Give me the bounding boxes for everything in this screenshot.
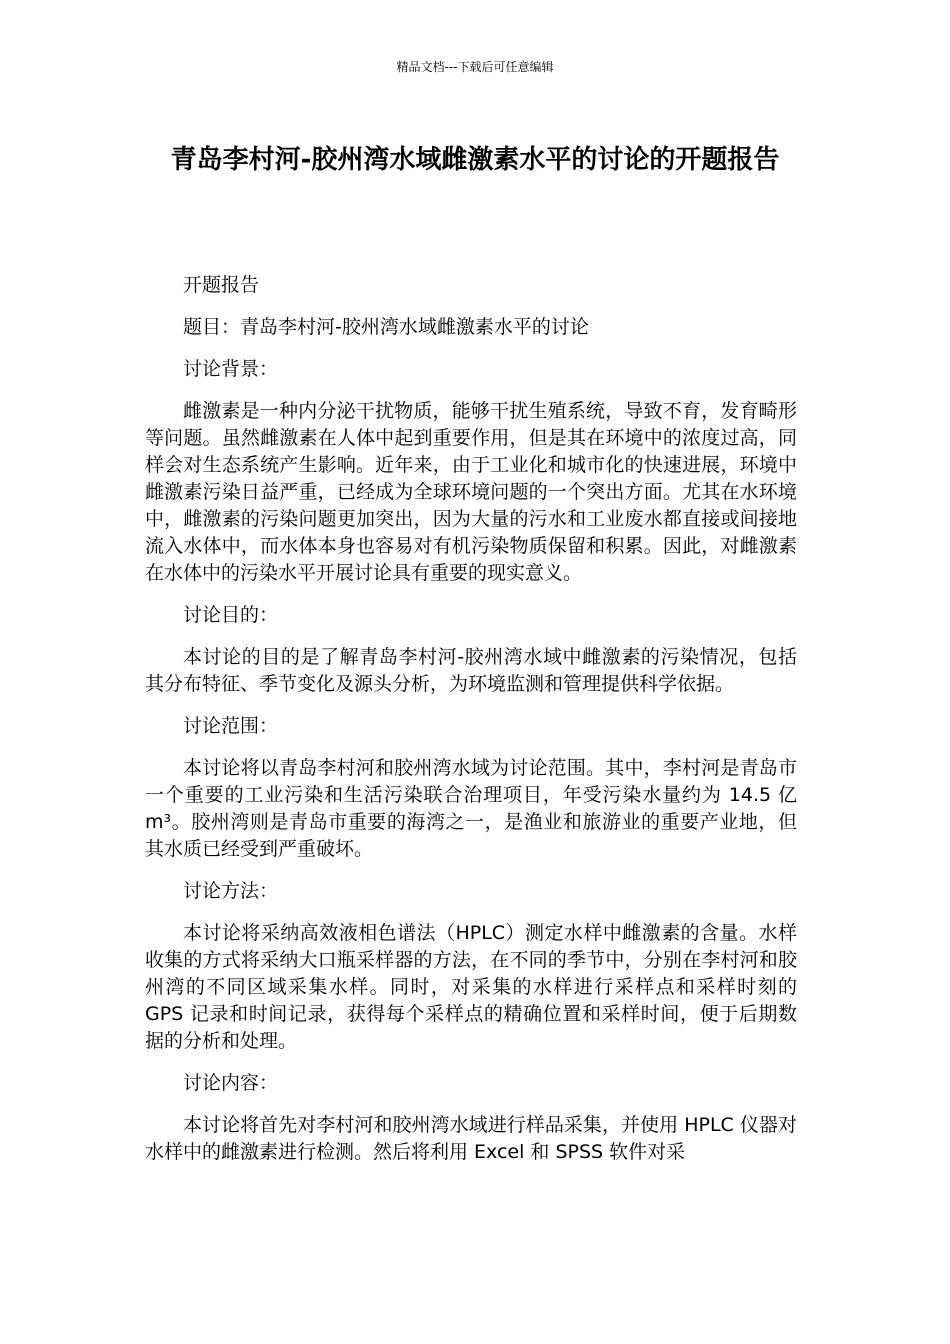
heading-method: 讨论方法： (183, 880, 279, 902)
heading-scope: 讨论范围： (183, 715, 279, 737)
document-body (145, 272, 797, 1181)
page-header: 精品文档---下载后可任意编辑 (396, 60, 554, 74)
paragraph-scope: 本讨论将以青岛李村河和胶州湾水域为讨论范围。其中，李村河是青岛市一个重要的工业污染和生活污染联合治理项目，年受污染水量约为 14.5 亿 m³。胶州湾则是青岛市重要的海湾之一，是渔业和旅游业的重要产业地，但其水质已经受到严重破坏。 (145, 757, 797, 860)
heading-content: 讨论内容： (183, 1072, 279, 1094)
document-title: 青岛李村河-胶州湾水域雌激素水平的讨论的开题报告 (170, 145, 780, 175)
heading-purpose: 讨论目的： (183, 604, 279, 626)
section-label-report: 开题报告 (183, 274, 260, 296)
paragraph-purpose: 本讨论的目的是了解青岛李村河-胶州湾水域中雌激素的污染情况，包括其分布特征、季节变化及源头分析，为环境监测和管理提供科学依据。 (145, 646, 797, 695)
topic-line: 题目：青岛李村河-胶州湾水域雌激素水平的讨论 (183, 316, 589, 338)
paragraph-background: 雌激素是一种内分泌干扰物质，能够干扰生殖系统，导致不育，发育畸形等问题。虽然雌激素在人体中起到重要作用，但是其在环境中的浓度过高，同样会对生态系统产生影响。近年来，由于工业化和城市化的快速进展，环境中雌激素污染日益严重，已经成为全球环境问题的一个突出方面。尤其在水环境中，雌激素的污染问题更加突出，因为大量的污水和工业废水都直接或间接地流入水体中，而水体本身也容易对有机污染物质保留和积累。因此，对雌激素在水体中的污染水平开展讨论具有重要的现实意义。 (145, 400, 797, 584)
heading-background: 讨论背景： (183, 358, 279, 380)
paragraph-method: 本讨论将采纳高效液相色谱法（HPLC）测定水样中雌激素的含量。水样收集的方式将采纳大口瓶采样器的方法，在不同的季节中，分别在李村河和胶州湾的不同区域采集水样。同时，对采集的水样进行采样点和采样时刻的 GPS 记录和时间记录，获得每个采样点的精确位置和采样时间，便于后期数据的分析和处理。 (145, 922, 797, 1052)
paragraph-content: 本讨论将首先对李村河和胶州湾水域进行样品采集，并使用 HPLC 仪器对水样中的雌激素进行检测。然后将利用 Excel 和 SPSS 软件对采 (145, 1114, 797, 1163)
